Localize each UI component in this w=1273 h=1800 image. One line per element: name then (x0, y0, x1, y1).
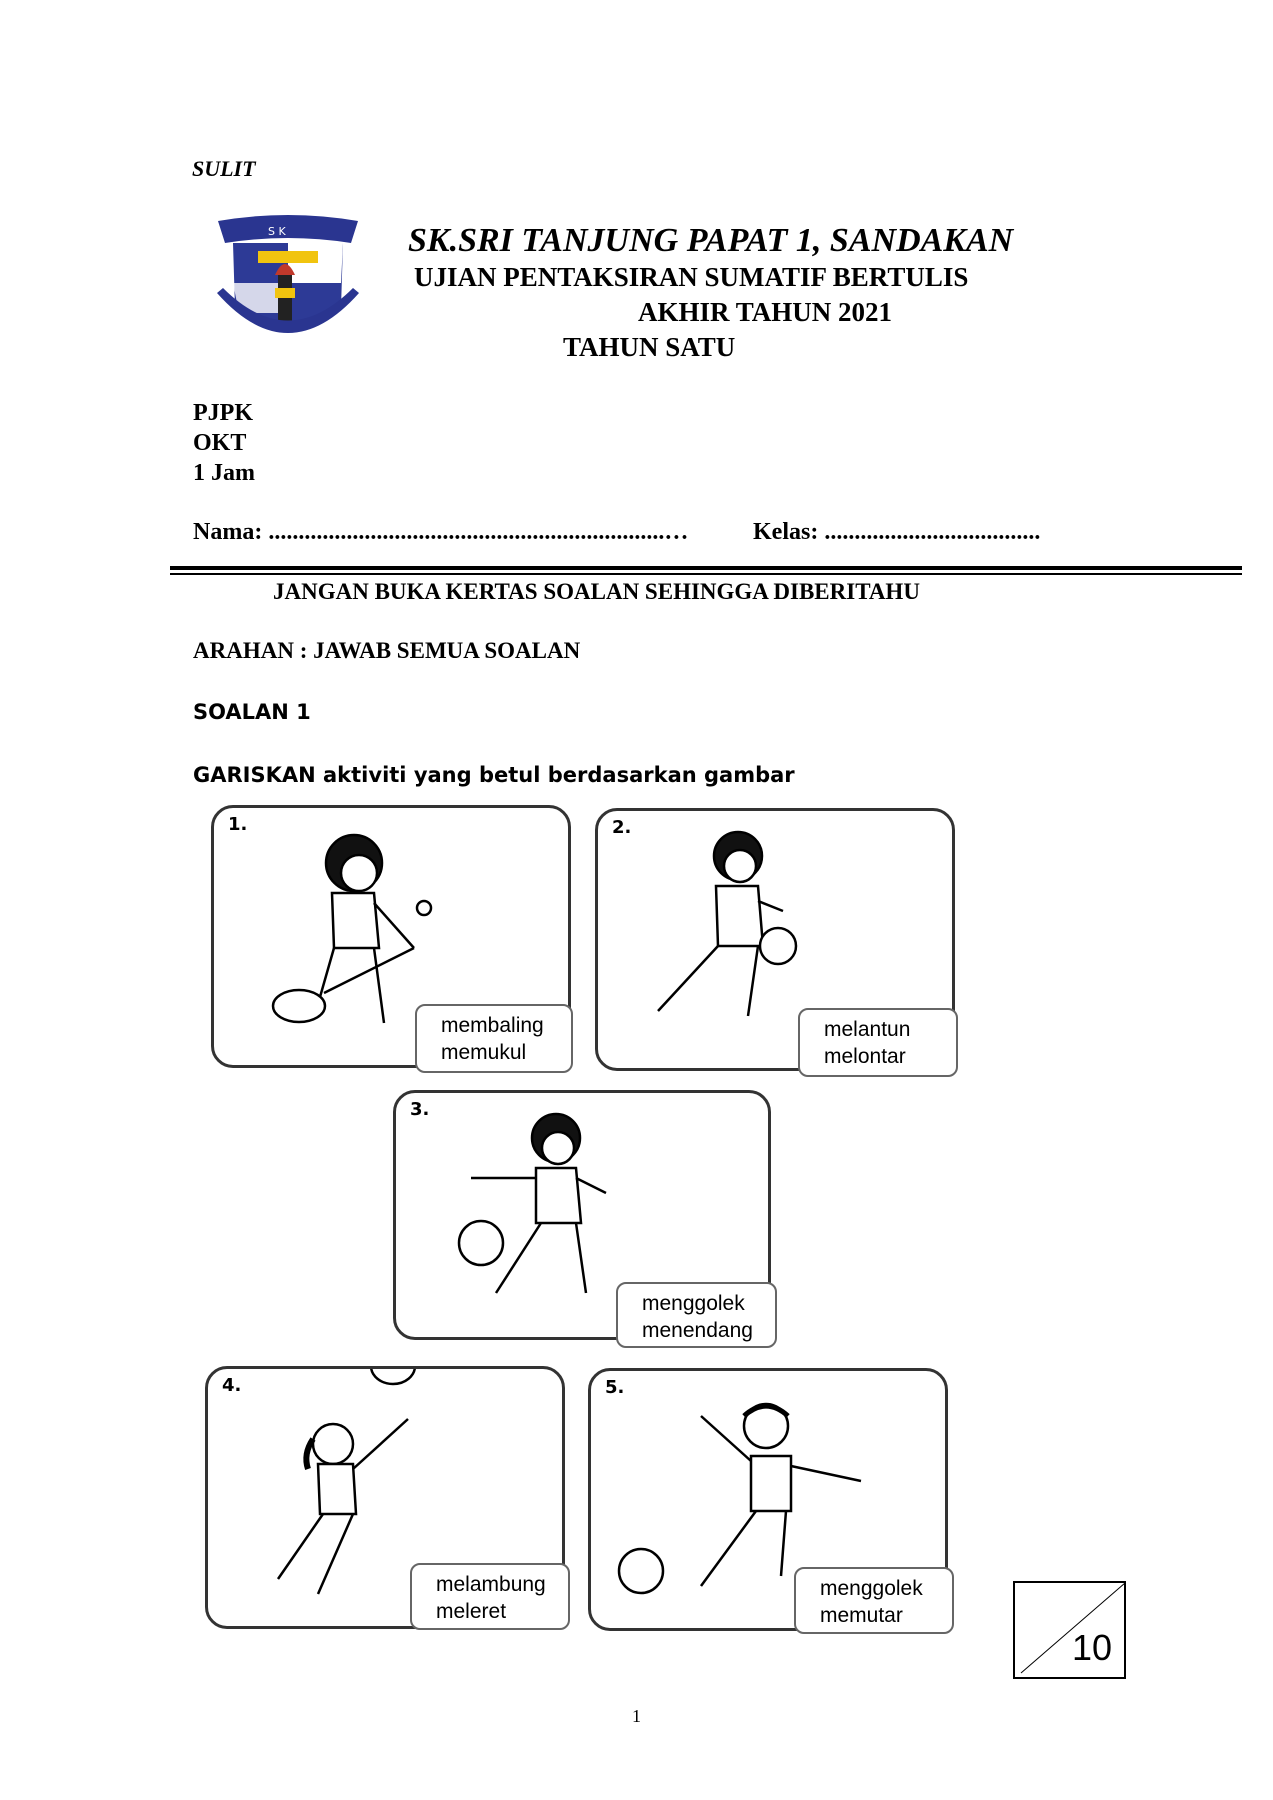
item-number: 2. (612, 817, 632, 838)
svg-text:S K: S K (268, 225, 286, 238)
option-2[interactable]: meleret (436, 1600, 507, 1623)
answer-options (410, 1563, 570, 1630)
class-field[interactable] (753, 519, 1040, 546)
option-1[interactable]: melantun (824, 1018, 911, 1041)
school-name: SK.SRI TANJUNG PAPAT 1, SANDAKAN (408, 222, 1014, 259)
answer-options (616, 1282, 777, 1348)
classification-label: SULIT (192, 156, 256, 181)
name-blank[interactable]: ..................................................................… (268, 519, 689, 545)
option-2[interactable]: menendang (642, 1319, 753, 1342)
divider-thick (170, 566, 1242, 570)
picture-panel-3 (393, 1090, 771, 1340)
option-1[interactable]: menggolek (820, 1577, 923, 1600)
score-box (1013, 1581, 1126, 1679)
month: OKT (193, 430, 247, 456)
exam-period: AKHIR TAHUN 2021 (638, 297, 893, 327)
option-1[interactable]: menggolek (642, 1292, 745, 1315)
class-blank[interactable]: .................................... (824, 519, 1041, 545)
option-2[interactable]: memukul (441, 1041, 527, 1064)
duration: 1 Jam (193, 460, 255, 486)
page-number: 1 (632, 1706, 641, 1726)
question-prompt: GARISKAN aktiviti yang betul berdasarkan gambar (193, 763, 795, 787)
name-field[interactable] (193, 519, 688, 546)
school-logo (213, 213, 363, 358)
answer-options (415, 1004, 573, 1073)
option-1[interactable]: membaling (441, 1014, 544, 1037)
warning-text: JANGAN BUKA KERTAS SOALAN SEHINGGA DIBERITAHU (273, 579, 920, 604)
year-level: TAHUN SATU (563, 332, 736, 362)
instruction-text: ARAHAN : JAWAB SEMUA SOALAN (193, 638, 581, 663)
exam-title: UJIAN PENTAKSIRAN SUMATIF BERTULIS (414, 262, 969, 292)
picture-panel-1 (211, 805, 571, 1068)
option-2[interactable]: melontar (824, 1045, 906, 1068)
picture-panel-5 (588, 1368, 948, 1631)
answer-options (794, 1567, 954, 1634)
item-number: 4. (222, 1375, 242, 1396)
answer-options (798, 1008, 958, 1077)
item-number: 5. (605, 1377, 625, 1398)
item-number: 1. (228, 814, 248, 835)
question-title: SOALAN 1 (193, 700, 311, 724)
picture-panel-4 (205, 1366, 565, 1629)
name-label: Nama: (193, 519, 263, 545)
item-number: 3. (410, 1099, 430, 1120)
option-2[interactable]: memutar (820, 1604, 903, 1627)
score-total: 10 (1071, 1627, 1112, 1668)
subject-code: PJPK (193, 400, 253, 426)
divider-thin (170, 573, 1242, 575)
picture-panel-2 (595, 808, 955, 1071)
option-1[interactable]: melambung (436, 1573, 546, 1596)
class-label: Kelas: (753, 519, 819, 545)
